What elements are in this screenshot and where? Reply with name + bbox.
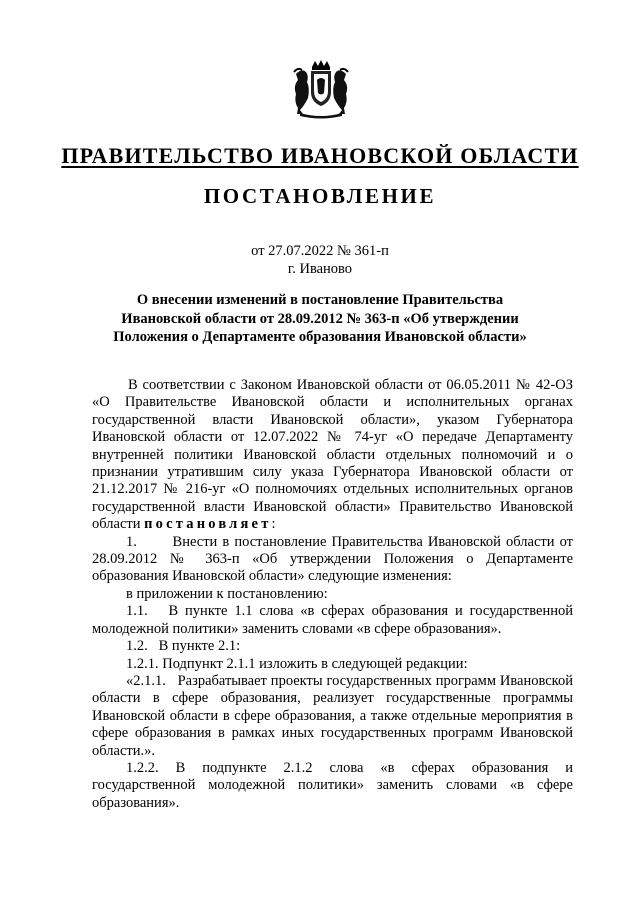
government-title: ПРАВИТЕЛЬСТВО ИВАНОВСКОЙ ОБЛАСТИ — [61, 143, 579, 168]
item-1-paragraph: 1. Внести в постановление Правительства Ивановской области от 28.09.2012 № 363-п «Об утверждении Положения о Департаменте образования Ивановской области» следующие изменения: — [92, 533, 573, 585]
item-1-2-1-paragraph: 1.2.1. Подпункт 2.1.1 изложить в следующей редакции: — [126, 655, 468, 672]
document-type-title: ПОСТАНОВЛЕНИЕ — [203, 184, 437, 208]
item-1-1-paragraph: 1.1. В пункте 1.1 слова «в сферах образования и государственной молодежной политики» заменить словами «в сфере образования». — [92, 603, 573, 637]
coat-of-arms-emblem-icon — [290, 58, 352, 120]
document-body — [92, 377, 573, 812]
preamble-text: В соответствии с Законом Ивановской области от 06.05.2011 № 42-ОЗ «О Правительстве Ивановской области и исполнительных органах государственной власти Ивановской области», указом Губернатора Ивановской области от 12.07.2022 № 74-уг «О передаче Департаменту внутренней политики Ивановской области отдельных полномочий и о признании утратившим силу указа Губернатора Ивановской области от 21.12.2017 № 216-уг «О полномочиях отдельных исполнительных органов государственной власти Ивановской области» Правительство Ивановской области — [92, 377, 573, 533]
preamble-paragraph — [92, 377, 573, 534]
subject-line: Ивановской области от 28.09.2012 № 363-п «Об утверждении — [121, 310, 519, 327]
document-city: г. Иваново — [287, 261, 353, 277]
subject-line: О внесении изменений в постановление Правительства — [136, 292, 504, 308]
document-subject — [110, 291, 530, 347]
appendix-paragraph: в приложении к постановлению: — [126, 585, 328, 602]
subject-line: Положения о Департаменте образования Ивановской области» — [113, 329, 527, 345]
quoted-2-1-1-paragraph: «2.1.1. Разрабатывает проекты государственных программ Ивановской области в сфере образования, реализует государственные программы Ивановской области в сфере образования, а также отдельные мероприятия в сфере образования в рамках иных государственных программ Ивановской области.». — [92, 672, 573, 759]
item-1-2-paragraph: 1.2. В пункте 2.1: — [126, 638, 241, 655]
decree-colon: : — [271, 516, 276, 533]
item-1-2-2-paragraph: 1.2.2. В подпункте 2.1.2 слова «в сферах образования и государственной молодежной политики» заменить словами «в сфере образования». — [92, 759, 573, 811]
decree-word: постановляет — [144, 516, 272, 533]
document-date-number: от 27.07.2022 № 361-п — [251, 243, 389, 259]
